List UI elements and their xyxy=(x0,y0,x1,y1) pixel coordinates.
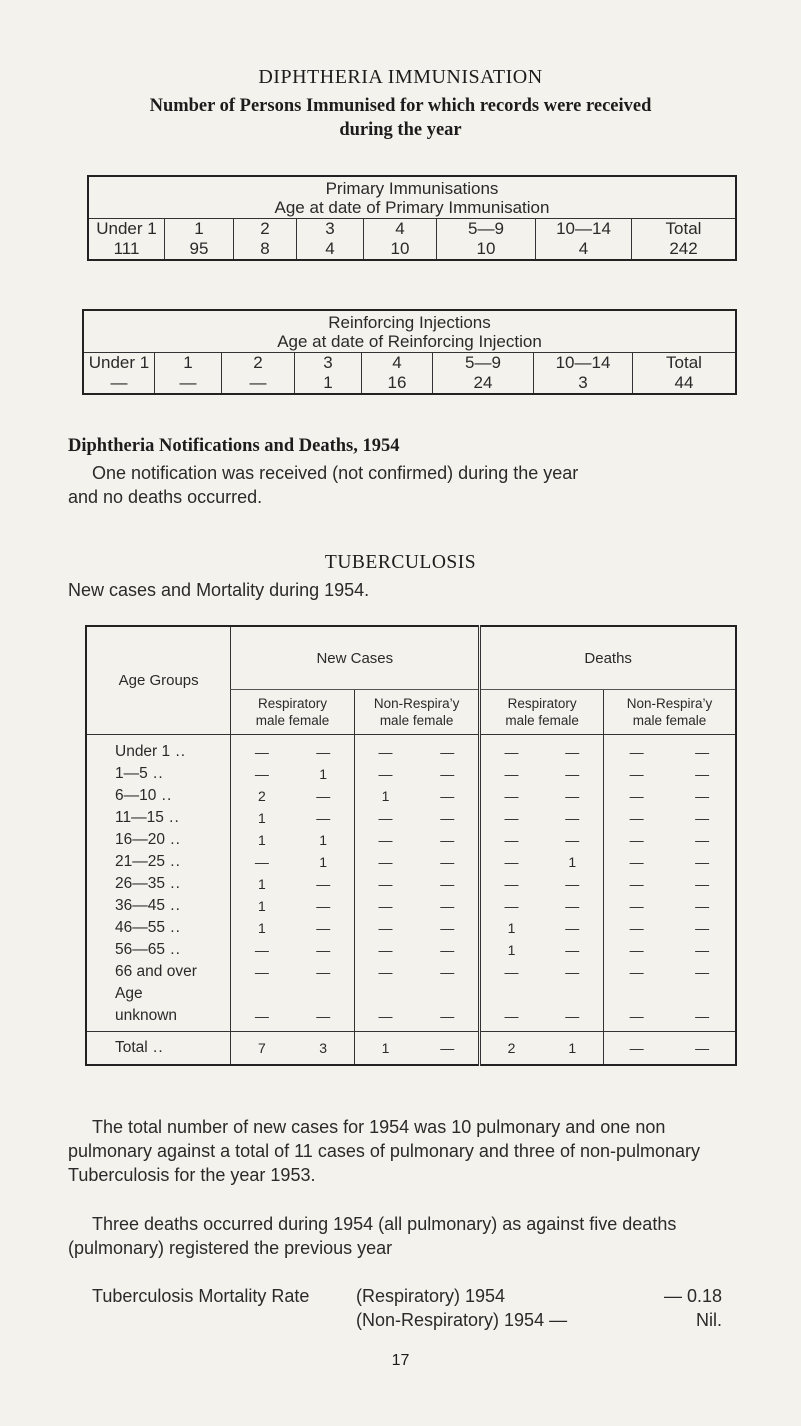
table-cell: — xyxy=(316,876,331,892)
table-cell: 1 xyxy=(568,854,577,870)
table-row xyxy=(86,895,736,917)
table-cell: — xyxy=(565,788,580,804)
table-cell: — xyxy=(480,807,542,829)
table-cell: — xyxy=(603,1005,669,1032)
table-cell: — xyxy=(354,1005,416,1032)
mortality-label: Tuberculosis Mortality Rate xyxy=(92,1286,310,1306)
leader-dots: .. xyxy=(164,941,181,958)
table-cell: — xyxy=(695,744,710,760)
age-group-label xyxy=(86,873,231,895)
table-cell: — xyxy=(480,873,542,895)
reinforcing-caption-line-2: Age at date of Reinforcing Injection xyxy=(277,332,542,351)
total-cell: — xyxy=(603,1032,669,1066)
reinforcing-header-cell: 4 xyxy=(362,353,433,374)
age-group-text: Under 1 xyxy=(115,743,171,760)
primary-value-cell: 8 xyxy=(234,239,297,260)
table-row xyxy=(86,735,736,764)
table-cell: 1 xyxy=(319,832,328,848)
primary-header-cell: 1 xyxy=(165,219,234,240)
table-cell: 1 xyxy=(231,807,293,829)
total-cell: — xyxy=(416,1032,480,1066)
table-cell: — xyxy=(316,942,331,958)
table-cell: — xyxy=(440,942,455,958)
primary-caption xyxy=(88,176,736,219)
table-cell: — xyxy=(695,788,710,804)
primary-caption-line-2: Age at date of Primary Immunisation xyxy=(274,198,550,217)
age-group-label xyxy=(86,829,231,851)
table-cell: — xyxy=(603,785,669,807)
mortality-rates xyxy=(92,1284,309,1308)
age-group-label xyxy=(86,763,231,785)
table-cell: — xyxy=(440,744,455,760)
table-cell: — xyxy=(354,807,416,829)
table-cell: — xyxy=(695,832,710,848)
reinforcing-value-cell: 3 xyxy=(534,373,633,394)
total-cell: 2 xyxy=(480,1032,542,1066)
table-cell xyxy=(542,983,604,1005)
deaths-non-respiratory-label: Non-Respira’y xyxy=(626,696,713,711)
table-row xyxy=(86,917,736,939)
new-non-respiratory-label: Non-Respira’y xyxy=(373,696,460,711)
table-cell: — xyxy=(440,964,455,980)
table-cell: — xyxy=(695,810,710,826)
reinforcing-header-cell: 2 xyxy=(222,353,295,374)
age-group-text: 1—5 xyxy=(115,765,148,782)
new-respiratory-label: Respiratory xyxy=(258,696,328,711)
reinforcing-caption-line-1: Reinforcing Injections xyxy=(328,313,491,332)
table-cell: — xyxy=(565,942,580,958)
reinforcing-value-cell: — xyxy=(155,373,222,394)
table-cell: — xyxy=(565,744,580,760)
primary-immunisations-table xyxy=(87,175,737,261)
table-cell: — xyxy=(354,873,416,895)
deaths-header: Deaths xyxy=(480,626,736,690)
age-group-label xyxy=(86,961,231,983)
table-cell: — xyxy=(480,895,542,917)
table-cell: — xyxy=(695,964,710,980)
table-cell: — xyxy=(316,744,331,760)
table-cell: — xyxy=(354,829,416,851)
age-group-label xyxy=(86,851,231,873)
primary-header-cell: 2 xyxy=(234,219,297,240)
deaths-non-respiratory-header xyxy=(603,690,736,735)
age-group-label xyxy=(86,785,231,807)
age-group-text: 66 and over xyxy=(115,963,197,980)
total-row xyxy=(86,1032,736,1066)
table-cell: 1 xyxy=(319,854,328,870)
table-cell: — xyxy=(440,766,455,782)
primary-caption-line-1: Primary Immunisations xyxy=(325,179,499,198)
table-cell: — xyxy=(565,1008,580,1024)
table-cell: — xyxy=(603,735,669,764)
reinforcing-value-cell: 24 xyxy=(433,373,534,394)
reinforcing-value-cell: 44 xyxy=(633,373,737,394)
table-cell: 1 xyxy=(319,766,328,782)
table-cell: — xyxy=(231,1005,293,1032)
table-cell: — xyxy=(480,763,542,785)
paragraph-deaths: Three deaths occurred during 1954 (all pulmonary) as against five deaths (pulmonary) registered the previous year xyxy=(68,1214,677,1258)
deaths-respiratory-label: Respiratory xyxy=(507,696,577,711)
table-cell: 1 xyxy=(231,895,293,917)
leader-dots: .. xyxy=(164,831,181,848)
table-cell: — xyxy=(695,898,710,914)
table-row xyxy=(86,829,736,851)
age-group-text: 56—65 xyxy=(115,941,165,958)
table-cell: — xyxy=(354,895,416,917)
primary-value-cell: 242 xyxy=(632,239,737,260)
reinforcing-caption xyxy=(83,310,736,353)
age-group-label xyxy=(86,735,231,764)
table-cell: — xyxy=(480,829,542,851)
leader-dots: .. xyxy=(164,897,181,914)
table-row xyxy=(86,983,736,1005)
total-cell: 1 xyxy=(354,1032,416,1066)
new-respiratory-header xyxy=(231,690,355,735)
table-cell: — xyxy=(603,917,669,939)
new-cases-header: New Cases xyxy=(231,626,480,690)
table-cell xyxy=(354,983,416,1005)
table-cell: 1 xyxy=(354,785,416,807)
table-cell: — xyxy=(603,873,669,895)
reinforcing-header-cell: Total xyxy=(633,353,737,374)
table-cell: — xyxy=(603,807,669,829)
tb-group-header-row xyxy=(86,626,736,690)
deaths-respiratory-sex-label: male female xyxy=(505,713,579,728)
paragraph-new-cases: The total number of new cases for 1954 was 10 pulmonary and one non pulmonary against a total of 11 cases of pulmonary and three of non-pulmonary Tuberculosis for the year 1953. xyxy=(68,1117,701,1185)
table-cell: — xyxy=(603,961,669,983)
table-cell: 2 xyxy=(231,785,293,807)
primary-value-cell: 4 xyxy=(536,239,632,260)
age-group-label xyxy=(86,917,231,939)
table-cell: — xyxy=(316,788,331,804)
new-non-respiratory-sex-label: male female xyxy=(379,713,454,728)
page-title: DIPHTHERIA IMMUNISATION xyxy=(258,66,543,88)
leader-dots: .. xyxy=(147,1039,164,1056)
subtitle xyxy=(0,94,801,142)
primary-header-cell: 3 xyxy=(297,219,364,240)
leader-dots: .. xyxy=(164,875,181,892)
table-cell: — xyxy=(440,854,455,870)
table-cell xyxy=(293,983,355,1005)
table-cell: — xyxy=(603,851,669,873)
reinforcing-value-row xyxy=(83,373,736,394)
leader-dots: .. xyxy=(156,787,173,804)
table-cell: — xyxy=(231,961,293,983)
table-row xyxy=(86,763,736,785)
table-cell: 1 xyxy=(480,939,542,961)
table-cell: — xyxy=(565,964,580,980)
table-row xyxy=(86,851,736,873)
table-cell: — xyxy=(231,763,293,785)
leader-dots: .. xyxy=(164,853,181,870)
table-cell: — xyxy=(695,942,710,958)
age-group-label xyxy=(86,807,231,829)
table-cell: — xyxy=(316,920,331,936)
table-row xyxy=(86,873,736,895)
total-cell: 1 xyxy=(542,1032,604,1066)
table-row xyxy=(86,1005,736,1032)
age-group-label xyxy=(86,983,231,1005)
age-group-text: 26—35 xyxy=(115,875,165,892)
table-cell xyxy=(231,983,293,1005)
total-cell: 7 xyxy=(231,1032,293,1066)
table-cell: — xyxy=(480,851,542,873)
age-group-text: Age xyxy=(115,985,143,1002)
new-respiratory-sex-label: male female xyxy=(255,713,330,728)
primary-header-cell: Under 1 xyxy=(88,219,165,240)
tb-body xyxy=(86,735,736,1066)
table-cell: — xyxy=(440,810,455,826)
reinforcing-value-cell: 16 xyxy=(362,373,433,394)
table-cell: — xyxy=(565,898,580,914)
table-cell: — xyxy=(603,895,669,917)
table-row xyxy=(86,939,736,961)
reinforcing-header-cell: 5—9 xyxy=(433,353,534,374)
leader-dots: .. xyxy=(164,919,181,936)
age-groups-header: Age Groups xyxy=(86,626,231,735)
new-non-respiratory-header xyxy=(354,690,480,735)
table-cell: 1 xyxy=(231,873,293,895)
subtitle-line-2: during the year xyxy=(339,120,462,140)
subtitle-line-1: Number of Persons Immunised for which records were received xyxy=(149,96,652,116)
table-cell xyxy=(480,983,542,1005)
mortality-respiratory-value: — 0.18 xyxy=(664,1286,723,1306)
table-cell: — xyxy=(695,1008,710,1024)
table-cell: — xyxy=(440,876,455,892)
table-cell: — xyxy=(354,763,416,785)
table-cell: — xyxy=(565,876,580,892)
table-cell: — xyxy=(480,961,542,983)
leader-dots: .. xyxy=(163,809,180,826)
total-cell: — xyxy=(669,1032,736,1066)
reinforcing-header-cell: 1 xyxy=(155,353,222,374)
notifications-text-line-1: One notification was received (not confirmed) during the year xyxy=(92,463,579,483)
mortality-non-respiratory: (Non-Respiratory) 1954 — xyxy=(356,1310,568,1330)
tuberculosis-heading: TUBERCULOSIS xyxy=(324,552,477,573)
total-text: Total xyxy=(115,1039,148,1056)
primary-value-cell: 95 xyxy=(165,239,234,260)
table-cell: — xyxy=(440,898,455,914)
age-group-label xyxy=(86,895,231,917)
mortality-non-respiratory-value: Nil. xyxy=(696,1310,722,1330)
reinforcing-header-cell: 10—14 xyxy=(534,353,633,374)
table-cell: 1 xyxy=(231,829,293,851)
reinforcing-header-cell: Under 1 xyxy=(83,353,155,374)
age-group-text: unknown xyxy=(115,1007,178,1024)
table-cell: — xyxy=(480,735,542,764)
table-cell: — xyxy=(695,876,710,892)
table-cell: — xyxy=(231,939,293,961)
table-cell: — xyxy=(480,785,542,807)
table-cell: — xyxy=(603,763,669,785)
table-cell: — xyxy=(354,939,416,961)
age-group-text: 36—45 xyxy=(115,897,165,914)
age-group-label xyxy=(86,1005,231,1032)
table-row xyxy=(86,961,736,983)
primary-header-row xyxy=(88,219,736,240)
primary-value-row xyxy=(88,239,736,260)
table-cell: — xyxy=(440,1008,455,1024)
table-cell: — xyxy=(316,1008,331,1024)
table-cell: — xyxy=(565,832,580,848)
table-cell: — xyxy=(440,832,455,848)
table-cell: 1 xyxy=(480,917,542,939)
leader-dots: .. xyxy=(170,743,187,760)
primary-header-cell: 4 xyxy=(364,219,437,240)
table-cell: — xyxy=(354,961,416,983)
table-cell: — xyxy=(480,1005,542,1032)
tuberculosis-subheading: New cases and Mortality during 1954. xyxy=(68,580,370,600)
table-cell: — xyxy=(231,735,293,764)
deaths-respiratory-header xyxy=(480,690,604,735)
primary-value-cell: 10 xyxy=(437,239,536,260)
table-cell: — xyxy=(440,788,455,804)
reinforcing-header-row xyxy=(83,353,736,374)
leader-dots: .. xyxy=(147,765,164,782)
age-group-text: 16—20 xyxy=(115,831,165,848)
primary-value-cell: 10 xyxy=(364,239,437,260)
primary-header-cell: Total xyxy=(632,219,737,240)
table-cell: — xyxy=(565,766,580,782)
table-cell: — xyxy=(231,851,293,873)
table-cell: — xyxy=(695,766,710,782)
table-row xyxy=(86,807,736,829)
mortality-respiratory: (Respiratory) 1954 xyxy=(356,1286,506,1306)
reinforcing-injections-table xyxy=(82,309,737,395)
age-group-text: 6—10 xyxy=(115,787,157,804)
table-cell: 1 xyxy=(231,917,293,939)
table-cell: — xyxy=(316,964,331,980)
primary-value-cell: 111 xyxy=(88,239,165,260)
table-cell: — xyxy=(354,735,416,764)
reinforcing-value-cell: 1 xyxy=(295,373,362,394)
table-cell xyxy=(603,983,669,1005)
table-cell: — xyxy=(695,854,710,870)
table-cell: — xyxy=(316,898,331,914)
reinforcing-header-cell: 3 xyxy=(295,353,362,374)
table-cell xyxy=(416,983,480,1005)
age-group-label xyxy=(86,939,231,961)
total-label xyxy=(86,1032,231,1066)
primary-value-cell: 4 xyxy=(297,239,364,260)
table-cell xyxy=(669,983,736,1005)
reinforcing-value-cell: — xyxy=(83,373,155,394)
table-cell: — xyxy=(603,829,669,851)
age-group-text: 21—25 xyxy=(115,853,165,870)
primary-header-cell: 10—14 xyxy=(536,219,632,240)
reinforcing-value-cell: — xyxy=(222,373,295,394)
table-cell: — xyxy=(354,917,416,939)
notifications-heading: Diphtheria Notifications and Deaths, 1954 xyxy=(68,436,400,456)
table-cell: — xyxy=(354,851,416,873)
table-row xyxy=(86,785,736,807)
table-cell: — xyxy=(440,920,455,936)
age-group-text: 46—55 xyxy=(115,919,165,936)
table-cell: — xyxy=(565,810,580,826)
table-cell: — xyxy=(316,810,331,826)
deaths-non-respiratory-sex-label: male female xyxy=(632,713,707,728)
total-cell: 3 xyxy=(293,1032,355,1066)
page-number: 17 xyxy=(391,1352,410,1369)
table-cell: — xyxy=(603,939,669,961)
primary-header-cell: 5—9 xyxy=(437,219,536,240)
tuberculosis-table xyxy=(85,625,737,1066)
notifications-text xyxy=(68,461,748,509)
notifications-text-line-2: and no deaths occurred. xyxy=(68,487,263,507)
table-cell: — xyxy=(695,920,710,936)
table-cell: — xyxy=(565,920,580,936)
age-group-text: 11—15 xyxy=(115,809,164,826)
